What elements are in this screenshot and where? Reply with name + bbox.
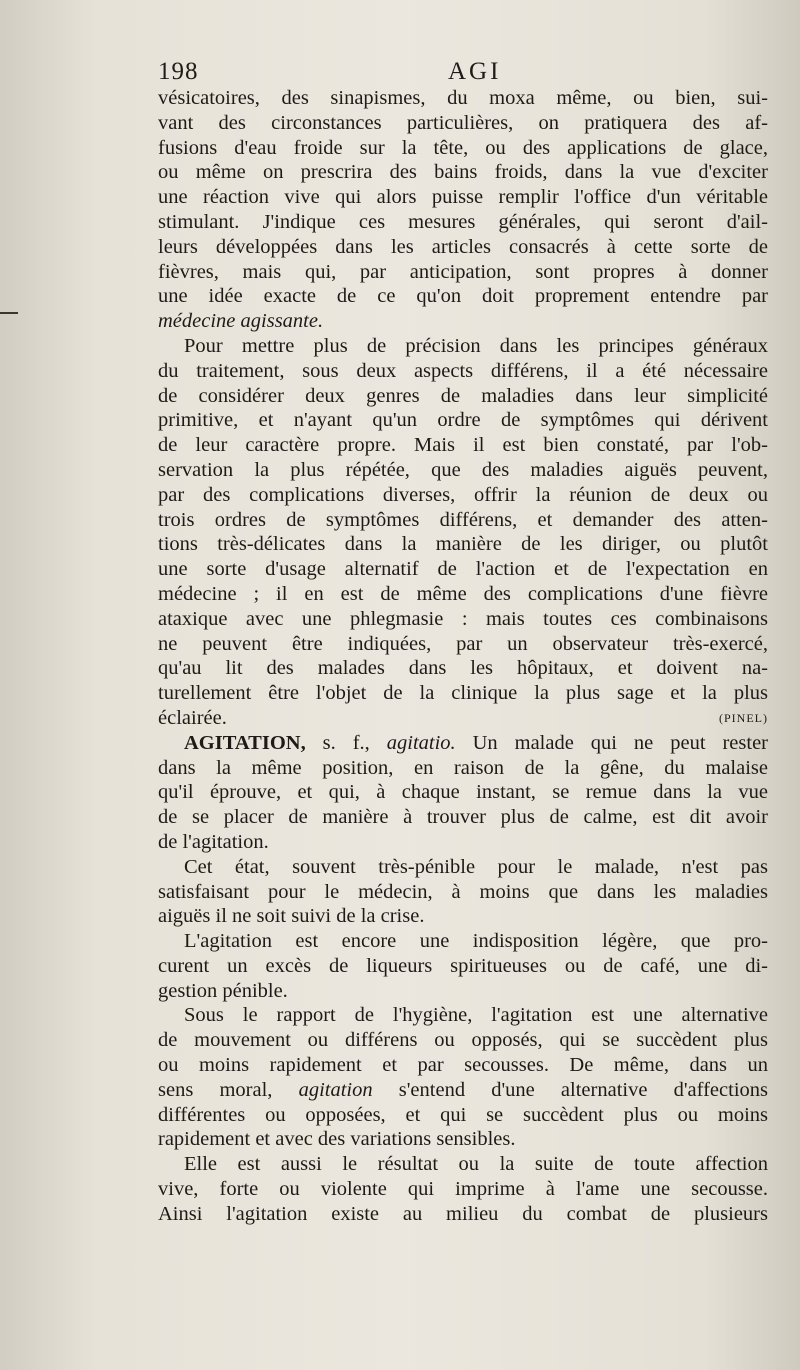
text-line <box>158 1078 768 1103</box>
text-line: Ainsi l'agitation existe au milieu du combat de plusieurs <box>158 1202 768 1225</box>
text-line: turellement être l'objet de la clinique la plus sage et la plus <box>158 682 768 705</box>
entry-headword-line <box>158 731 768 756</box>
text-line: aiguës il ne soit suivi de la crise. <box>158 905 425 928</box>
text-line: ou moins rapidement et par secousses. De même, dans un <box>158 1054 768 1077</box>
text-line: une réaction vive qui alors puisse remplir l'office d'un véritable <box>158 186 768 209</box>
text-line: fièvres, mais qui, par anticipation, sont propres à donner <box>158 260 768 283</box>
text-line: de mouvement ou différens ou opposés, qui se succèdent plus <box>158 1029 768 1052</box>
running-head: AGI <box>448 58 502 85</box>
text-line: Sous le rapport de l'hygiène, l'agitation est une alternative <box>184 1004 768 1027</box>
text-line: qu'au lit des malades dans les hôpitaux, et doivent na- <box>158 657 768 680</box>
text-line: satisfaisant pour le médecin, à moins que dans les maladies <box>158 880 768 903</box>
text-line: L'agitation est encore une indisposition légère, que pro- <box>184 930 768 953</box>
entry-headword: AGITATION, <box>184 731 306 754</box>
text-line: dans la même position, en raison de la gêne, du malaise <box>158 756 768 779</box>
text-line: du traitement, sous deux aspects différens, il a été nécessaire <box>158 359 768 382</box>
text-line: vésicatoires, des sinapismes, du moxa même, ou bien, sui- <box>158 87 768 109</box>
page-number: 198 <box>158 58 199 85</box>
italic-term: agitation <box>298 1078 373 1101</box>
text-line: vant des circonstances particulières, on pratiquera des af- <box>158 111 768 134</box>
text-line: ou même on prescrira des bains froids, dans la vue d'exciter <box>158 161 768 184</box>
text-line: Pour mettre plus de précision dans les principes généraux <box>184 334 768 357</box>
text-line: de l'agitation. <box>158 830 269 853</box>
latin-term: agitatio. <box>386 731 456 754</box>
text-line: trois ordres de symptômes différens, et demander des atten- <box>158 508 768 531</box>
text-line: curent un excès de liqueurs spiritueuses ou de café, une di- <box>158 954 768 977</box>
text-line: servation la plus répétée, que des maladies aiguës peuvent, <box>158 458 768 481</box>
text-line: une idée exacte de ce qu'on doit proprement entendre par <box>158 285 768 308</box>
text-fragment: s'entend d'une alternative d'affections <box>398 1078 768 1101</box>
text-line: Cet état, souvent très-pénible pour le malade, n'est pas <box>184 855 768 878</box>
text-line: tions très-délicates dans la manière de les diriger, ou plutôt <box>158 533 768 556</box>
text-line: ataxique avec une phlegmasie : mais toutes ces combinaisons <box>158 607 768 630</box>
body-text <box>158 86 768 1227</box>
text-fragment: sens moral, <box>158 1078 273 1101</box>
text-line: de leur caractère propre. Mais il est bien constaté, par l'ob- <box>158 434 768 457</box>
text-line: de se placer de manière à trouver plus de calme, est dit avoir <box>158 806 768 829</box>
text-line: médecine agissante. <box>158 310 324 333</box>
text-line: rapidement et avec des variations sensibles. <box>158 1128 516 1151</box>
text-line: médecine ; il en est de même des complications d'une fièvre <box>158 582 768 605</box>
text-line: fusions d'eau froide sur la tête, ou des applications de glace, <box>158 136 768 159</box>
text-line: stimulant. J'indique ces mesures générales, qui seront d'ail- <box>158 210 768 233</box>
text-line: qu'il éprouve, et qui, à chaque instant, se remue dans la vue <box>158 781 768 804</box>
text-line: une sorte d'usage alternatif de l'action et de l'expectation en <box>158 558 768 581</box>
text-line: leurs développées dans les articles consacrés à cette sorte de <box>158 235 768 258</box>
margin-mark <box>0 312 18 314</box>
author-signature: (PINEL) <box>719 710 768 725</box>
text-line: gestion pénible. <box>158 979 288 1002</box>
text-fragment: éclairée. <box>158 706 227 729</box>
text-line: ne peuvent être indiquées, par un observateur très-exercé, <box>158 632 768 655</box>
text-line: différentes ou opposées, et qui se succèdent plus ou moins <box>158 1103 768 1126</box>
text-line: vive, forte ou violente qui imprime à l'ame une secousse. <box>158 1178 768 1201</box>
text-line <box>158 706 768 731</box>
text-line: primitive, et n'ayant qu'un ordre de symptômes qui dérivent <box>158 409 768 432</box>
text-line: Elle est aussi le résultat ou la suite de toute affection <box>184 1153 768 1176</box>
text-fragment: Un malade qui ne peut rester <box>472 731 768 754</box>
grammar-label: s. f., <box>322 731 370 754</box>
text-line: de considérer deux genres de maladies dans leur simplicité <box>158 384 768 407</box>
text-line: par des complications diverses, offrir la réunion de deux ou <box>158 483 768 506</box>
